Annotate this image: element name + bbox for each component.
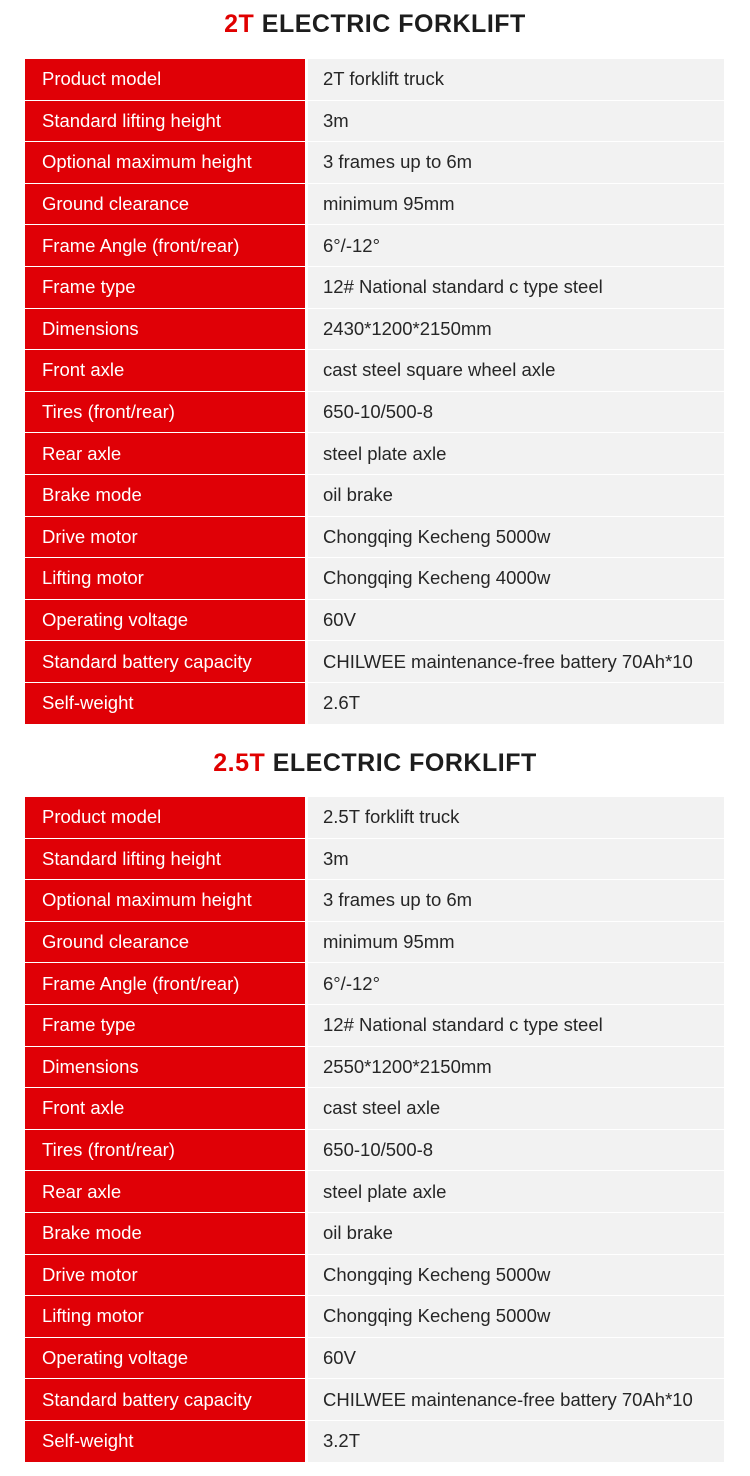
spec-row bbox=[25, 101, 724, 143]
spec-row bbox=[25, 1171, 724, 1213]
spec-row bbox=[25, 797, 724, 839]
spec-value: 2430*1200*2150mm bbox=[308, 309, 724, 350]
spec-label: Self-weight bbox=[25, 1421, 305, 1462]
spec-row bbox=[25, 517, 724, 559]
spec-label: Ground clearance bbox=[25, 184, 305, 225]
spec-value: 6°/-12° bbox=[308, 963, 724, 1004]
spec-label: Self-weight bbox=[25, 683, 305, 724]
spec-row bbox=[25, 1047, 724, 1089]
spec-row bbox=[25, 641, 724, 683]
spec-value: steel plate axle bbox=[308, 1171, 724, 1212]
spec-value: minimum 95mm bbox=[308, 922, 724, 963]
spec-value: 650-10/500-8 bbox=[308, 392, 724, 433]
title-accent: 2T bbox=[224, 10, 255, 38]
spec-label: Standard lifting height bbox=[25, 839, 305, 880]
spec-row bbox=[25, 309, 724, 351]
spec-label: Frame Angle (front/rear) bbox=[25, 225, 305, 266]
spec-value: 3m bbox=[308, 101, 724, 142]
spec-table bbox=[25, 59, 724, 725]
spec-row bbox=[25, 350, 724, 392]
spec-row bbox=[25, 267, 724, 309]
spec-row bbox=[25, 1088, 724, 1130]
spec-table bbox=[25, 797, 724, 1463]
spec-value: 12# National standard c type steel bbox=[308, 1005, 724, 1046]
spec-value: 2T forklift truck bbox=[308, 59, 724, 100]
spec-row bbox=[25, 600, 724, 642]
spec-row bbox=[25, 1005, 724, 1047]
spec-label: Ground clearance bbox=[25, 922, 305, 963]
section-title bbox=[0, 4, 750, 44]
spec-row bbox=[25, 433, 724, 475]
spec-value: 2550*1200*2150mm bbox=[308, 1047, 724, 1088]
spec-row bbox=[25, 880, 724, 922]
spec-value: Chongqing Kecheng 5000w bbox=[308, 517, 724, 558]
spec-label: Frame type bbox=[25, 1005, 305, 1046]
spec-value: steel plate axle bbox=[308, 433, 724, 474]
spec-label: Frame type bbox=[25, 267, 305, 308]
spec-value: 3 frames up to 6m bbox=[308, 880, 724, 921]
spec-label: Operating voltage bbox=[25, 600, 305, 641]
title-accent: 2.5T bbox=[213, 749, 266, 777]
spec-value: minimum 95mm bbox=[308, 184, 724, 225]
spec-row bbox=[25, 1338, 724, 1380]
spec-label: Standard battery capacity bbox=[25, 1379, 305, 1420]
spec-row bbox=[25, 225, 724, 267]
spec-value: cast steel axle bbox=[308, 1088, 724, 1129]
spec-row bbox=[25, 558, 724, 600]
title-rest: ELECTRIC FORKLIFT bbox=[265, 749, 537, 777]
spec-value: 3m bbox=[308, 839, 724, 880]
spec-label: Dimensions bbox=[25, 1047, 305, 1088]
spec-label: Dimensions bbox=[25, 309, 305, 350]
spec-label: Tires (front/rear) bbox=[25, 392, 305, 433]
spec-row bbox=[25, 1213, 724, 1255]
spec-row bbox=[25, 922, 724, 964]
spec-label: Brake mode bbox=[25, 1213, 305, 1254]
spec-label: Standard battery capacity bbox=[25, 641, 305, 682]
spec-row bbox=[25, 1255, 724, 1297]
spec-value: CHILWEE maintenance-free battery 70Ah*10 bbox=[308, 1379, 724, 1420]
spec-label: Front axle bbox=[25, 1088, 305, 1129]
spec-value: 2.5T forklift truck bbox=[308, 797, 724, 838]
spec-value: oil brake bbox=[308, 475, 724, 516]
spec-label: Standard lifting height bbox=[25, 101, 305, 142]
spec-row bbox=[25, 475, 724, 517]
spec-value: 650-10/500-8 bbox=[308, 1130, 724, 1171]
spec-value: 6°/-12° bbox=[308, 225, 724, 266]
spec-value: Chongqing Kecheng 5000w bbox=[308, 1296, 724, 1337]
spec-label: Optional maximum height bbox=[25, 142, 305, 183]
spec-value: 3.2T bbox=[308, 1421, 724, 1462]
spec-label: Rear axle bbox=[25, 1171, 305, 1212]
spec-row bbox=[25, 683, 724, 725]
spec-label: Lifting motor bbox=[25, 1296, 305, 1337]
spec-label: Frame Angle (front/rear) bbox=[25, 963, 305, 1004]
spec-value: cast steel square wheel axle bbox=[308, 350, 724, 391]
spec-row bbox=[25, 142, 724, 184]
spec-label: Drive motor bbox=[25, 1255, 305, 1296]
spec-value: Chongqing Kecheng 5000w bbox=[308, 1255, 724, 1296]
spec-label: Lifting motor bbox=[25, 558, 305, 599]
spec-row bbox=[25, 1296, 724, 1338]
spec-row bbox=[25, 839, 724, 881]
section-title bbox=[0, 743, 750, 783]
spec-value: 3 frames up to 6m bbox=[308, 142, 724, 183]
spec-label: Rear axle bbox=[25, 433, 305, 474]
spec-label: Brake mode bbox=[25, 475, 305, 516]
spec-value: 60V bbox=[308, 1338, 724, 1379]
spec-label: Operating voltage bbox=[25, 1338, 305, 1379]
spec-value: CHILWEE maintenance-free battery 70Ah*10 bbox=[308, 641, 724, 682]
spec-label: Drive motor bbox=[25, 517, 305, 558]
spec-value: Chongqing Kecheng 4000w bbox=[308, 558, 724, 599]
title-rest: ELECTRIC FORKLIFT bbox=[254, 10, 526, 38]
spec-row bbox=[25, 1379, 724, 1421]
spec-label: Product model bbox=[25, 797, 305, 838]
spec-row bbox=[25, 1421, 724, 1463]
spec-row bbox=[25, 59, 724, 101]
spec-label: Optional maximum height bbox=[25, 880, 305, 921]
spec-row bbox=[25, 184, 724, 226]
spec-value: 12# National standard c type steel bbox=[308, 267, 724, 308]
spec-label: Front axle bbox=[25, 350, 305, 391]
spec-label: Product model bbox=[25, 59, 305, 100]
spec-value: 2.6T bbox=[308, 683, 724, 724]
spec-row bbox=[25, 963, 724, 1005]
spec-label: Tires (front/rear) bbox=[25, 1130, 305, 1171]
spec-row bbox=[25, 392, 724, 434]
spec-value: oil brake bbox=[308, 1213, 724, 1254]
spec-row bbox=[25, 1130, 724, 1172]
spec-value: 60V bbox=[308, 600, 724, 641]
